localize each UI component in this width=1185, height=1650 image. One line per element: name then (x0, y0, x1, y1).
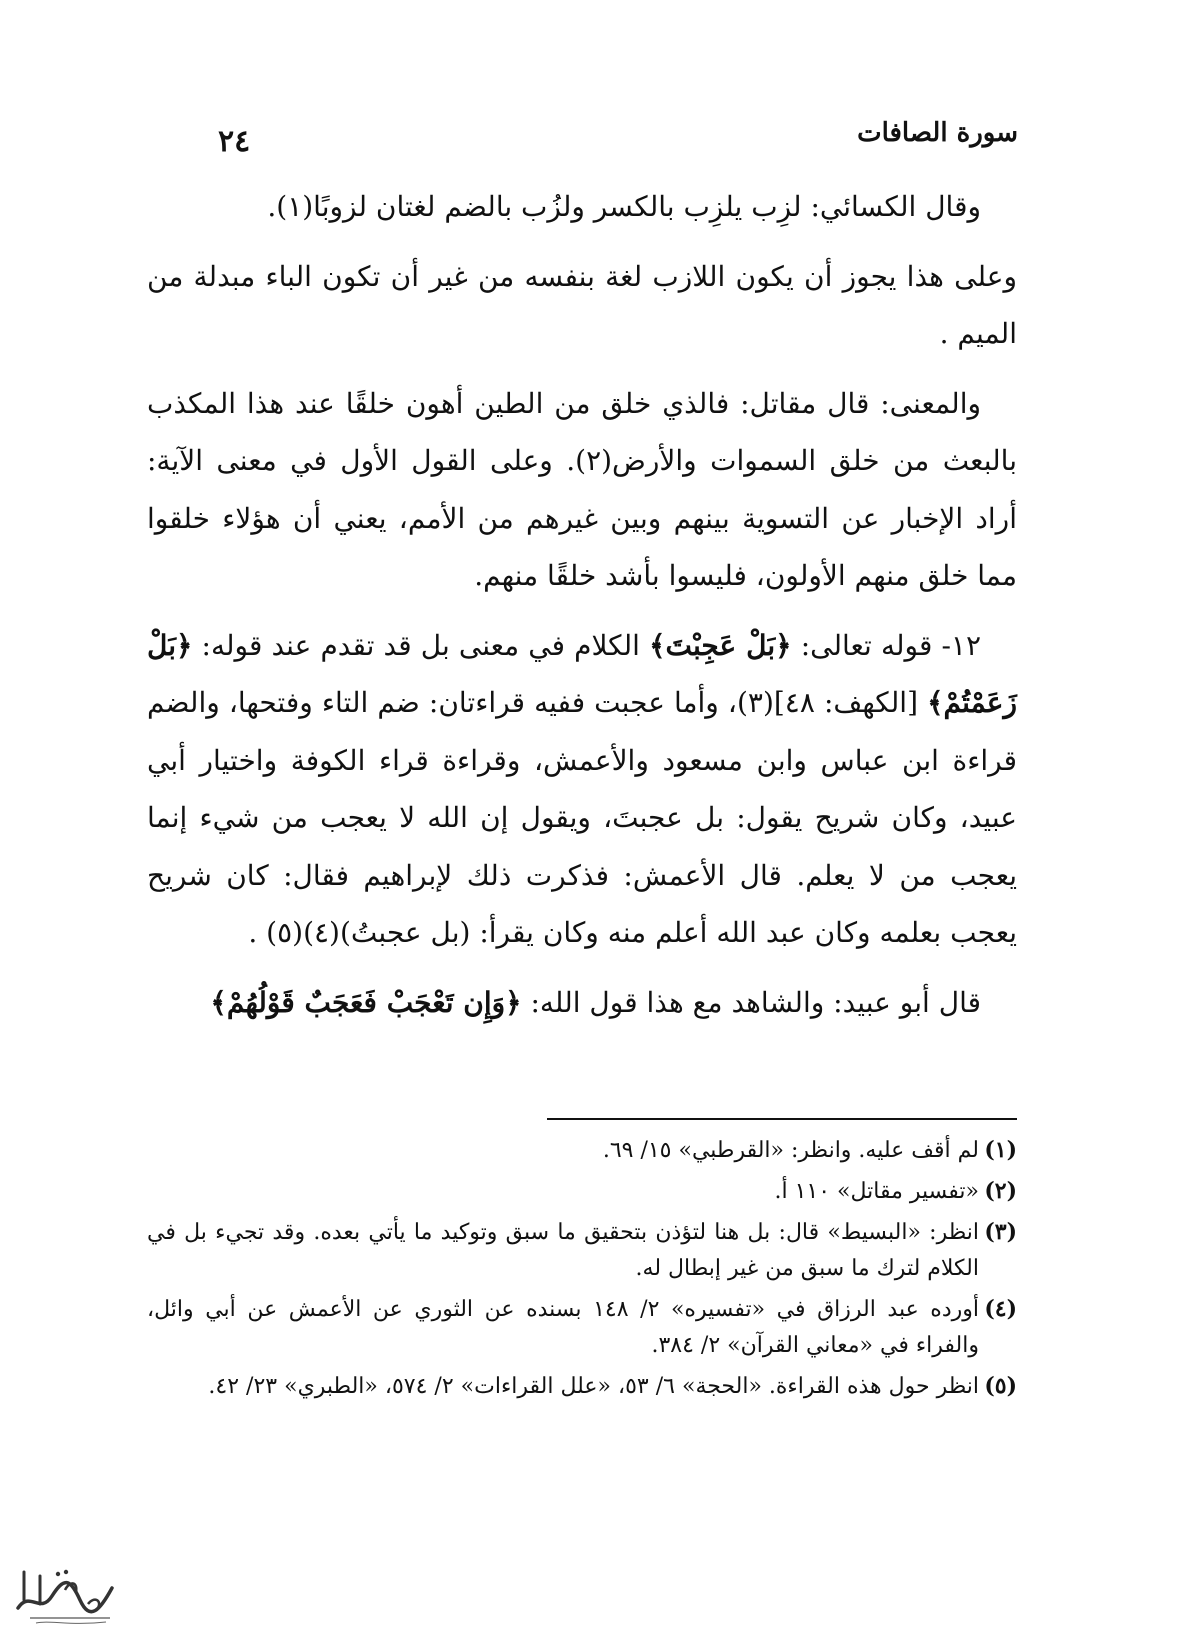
paragraph-4-mid: الكلام في معنى بل قد تقدم عند قوله: (201, 628, 640, 662)
footnote-number: (٣) (984, 1219, 1017, 1245)
paragraph-5 (147, 974, 1017, 1032)
quran-quote-2: ﴿بَلْ زَعَمْتُمْ﴾ (147, 628, 1017, 719)
quran-quote-3: ﴿وَإِن تَعْجَبْ فَعَجَبٌ قَوْلُهُمْ﴾ (210, 985, 522, 1019)
footnote-text: انظر: «البسيط» قال: بل هنا لتؤذن بتحقيق ما سبق وتوكيد ما يأتي بعده. وقد تجيء بل في الكلام لترك ما سبق من غير إبطال له. (147, 1220, 979, 1281)
running-head (168, 118, 1018, 162)
footnote-1 (147, 1132, 1017, 1169)
footnote-text: أورده عبد الرزاق في «تفسيره» ٢/ ١٤٨ بسنده عن الثوري عن الأعمش عن أبي وائل، والفراء في «معاني القرآن» ٢/ ٣٨٤. (147, 1297, 979, 1358)
paragraph-4-rest: [الكهف: ٤٨](٣)، وأما عجبت ففيه قراءتان: ضم التاء وفتحها، والضم قراءة ابن عباس وابن مسعود والأعمش، وقراءة قراء الكوفة واختيار أبي عبيد، وكان شريح يقول: بل عجبتَ، ويقول إن الله لا يعجب من شيء إنما يعجب من لا يعلم. قال الأعمش: فذكرت ذلك لإبراهيم فقال: كان شريح يعجب بعلمه وكان عبد الله أعلم منه وكان يقرأ: (بل عجبتُ)(٤)(٥) . (147, 686, 1017, 949)
paragraph-3: والمعنى: قال مقاتل: فالذي خلق من الطين أهون خلقًا عند هذا المكذب بالبعث من خلق السموات والأرض(٢). وعلى القول الأول في معنى الآية: أراد الإخبار عن التسوية بينهم وبين غيرهم من الأمم، يعني أن هؤلاء خلقوا مما خلق منهم الأولون، فليسوا بأشد خلقًا منهم. (147, 386, 1017, 592)
surah-title: سورة الصافات (857, 118, 1018, 148)
paragraph-5-text: قال أبو عبيد: والشاهد مع هذا قول الله: (530, 985, 981, 1019)
footnotes (147, 1132, 1017, 1409)
footnote-number: (٤) (984, 1296, 1017, 1322)
calligraphy-logo-icon (10, 1560, 120, 1630)
footnote-text: لم أقف عليه. وانظر: «القرطبي» ١٥/ ٦٩. (602, 1138, 979, 1163)
paragraph-1: وقال الكسائي: لزِب يلزِب بالكسر ولزُب بالضم لغتان لزوبًا(١). (267, 190, 981, 223)
footnote-text: «تفسير مقاتل» ١١٠ أ. (774, 1179, 979, 1204)
footnote-3 (147, 1214, 1017, 1287)
page-number: ٢٤ (218, 124, 251, 159)
main-text (147, 178, 1017, 1043)
quran-quote-1: ﴿بَلْ عَجِبْتَ﴾ (649, 628, 792, 662)
footnote-divider (547, 1118, 1017, 1120)
footnote-number: (٢) (984, 1178, 1017, 1204)
footnote-5 (147, 1368, 1017, 1405)
footnote-number: (٥) (984, 1373, 1017, 1399)
footnote-text: انظر حول هذه القراءة. «الحجة» ٦/ ٥٣، «علل القراءات» ٢/ ٥٧٤، «الطبري» ٢٣/ ٤٢. (208, 1374, 979, 1399)
verse-intro: ١٢- قوله تعالى: (800, 628, 981, 662)
paragraph-2: وعلى هذا يجوز أن يكون اللازب لغة بنفسه من غير أن تكون الباء مبدلة من الميم . (147, 259, 1017, 350)
footnote-number: (١) (984, 1137, 1017, 1163)
footnote-4 (147, 1291, 1017, 1364)
paragraph-4 (147, 617, 1017, 962)
footnote-2 (147, 1173, 1017, 1210)
